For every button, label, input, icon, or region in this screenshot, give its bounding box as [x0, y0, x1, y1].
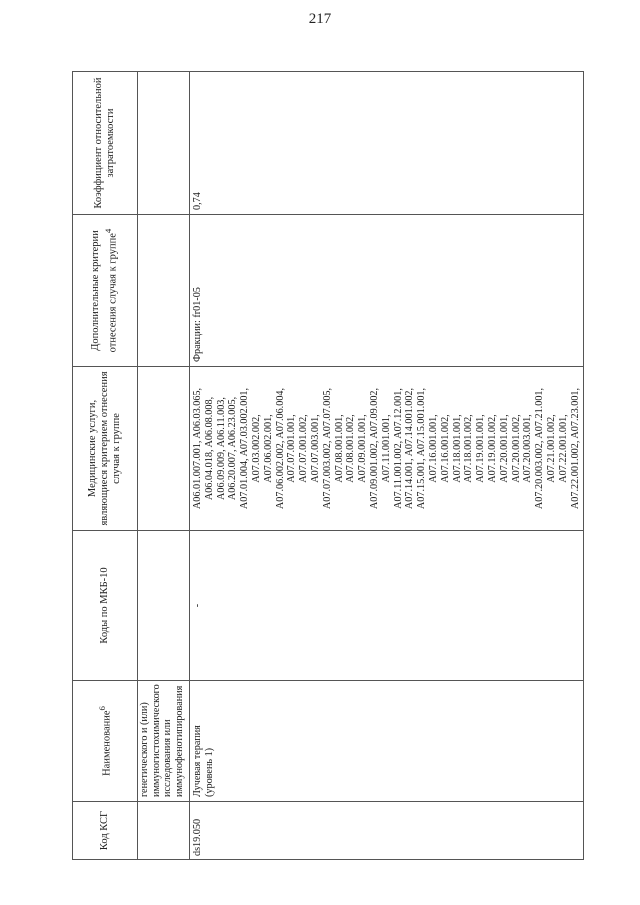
page-number: 217: [308, 11, 332, 27]
header-code: Код КСГ: [73, 802, 138, 860]
service-line: A07.19.001.001,: [475, 414, 487, 483]
continuation-line: иммунофенотипирования: [173, 685, 185, 797]
service-line: A07.16.001.002,: [439, 414, 451, 483]
cell-criteria-empty: [138, 215, 190, 367]
header-services: Медицинские услуги, являющиеся критерием отнесения случая к группе: [73, 367, 138, 531]
continuation-line: исследования или: [162, 719, 173, 797]
cell-services: [190, 367, 584, 531]
cell-coefficient-empty: [138, 72, 190, 215]
service-line: A07.08.001.001,: [333, 414, 345, 483]
header-criteria-text: Дополнительные критерии отнесения случая к группе: [90, 230, 119, 353]
service-line: A07.09.001.002, A07.09.002,: [368, 387, 380, 510]
cell-coefficient: 0,74: [190, 72, 584, 215]
service-line: A06.09.009, A06.11.003,: [215, 397, 227, 500]
service-line: A07.20.003.002, A07.21.001,: [534, 387, 546, 510]
service-line: A07.07.001.002,: [298, 414, 310, 483]
service-line: A07.07.003.002, A07.07.005,: [321, 387, 333, 510]
service-line: A07.20.001.001,: [498, 414, 510, 483]
service-line: A07.06.002.002, A07.06.004,: [274, 387, 286, 510]
cell-criteria: Фракции: fr01-05: [190, 215, 584, 367]
ksg-table: [72, 71, 584, 860]
service-line: A07.07.003.001,: [309, 414, 321, 483]
header-coefficient: Коэффициент относительной затратоемкости: [73, 72, 138, 215]
service-line: A07.01.004, A07.03.002.001,: [239, 387, 251, 510]
continuation-line: иммуногистохимического: [150, 684, 162, 797]
header-name: [73, 681, 138, 802]
service-line: A06.04.018, A06.08.008,: [203, 396, 215, 501]
service-line: A07.09.001.001,: [357, 414, 369, 483]
service-line: A07.18.001.002,: [463, 414, 475, 483]
header-mkb: Коды по МКБ-10: [73, 531, 138, 681]
cell-name-continuation: [138, 681, 190, 802]
service-line: A06.01.007.001, A06.03.065,: [192, 387, 203, 510]
header-name-footnote: 6: [97, 706, 108, 711]
cell-mkb: -: [190, 531, 584, 681]
service-line: A07.18.001.001,: [451, 414, 463, 483]
cell-code: ds19.050: [190, 802, 584, 860]
service-line: A07.19.001.002,: [486, 414, 498, 483]
cell-mkb-empty: [138, 531, 190, 681]
service-line: A07.14.001, A07.14.001.002,: [404, 387, 416, 510]
service-line: A07.22.001.002, A07.23.001,: [569, 387, 581, 510]
continuation-line: генетического и (или): [139, 702, 150, 797]
service-line: A07.07.001.001,: [286, 414, 298, 483]
service-line: A07.20.003.001,: [522, 414, 534, 483]
table-row: [190, 72, 584, 860]
service-line: A07.22.001.001,: [557, 414, 569, 483]
table-header-row: [73, 72, 138, 860]
service-line: A07.06.002.001,: [262, 414, 274, 483]
service-line: A07.21.001.002,: [545, 414, 557, 483]
cell-code-empty: [138, 802, 190, 860]
cell-name: Лучевая терапия (уровень 1): [190, 681, 584, 802]
service-line: A07.20.001.002,: [510, 414, 522, 483]
service-line: A07.08.001.002,: [345, 414, 357, 483]
service-line: A07.03.002.002,: [250, 414, 262, 483]
header-criteria-footnote: 4: [103, 228, 114, 234]
header-criteria: [73, 215, 138, 367]
service-line: A07.16.001.001,: [427, 414, 439, 483]
service-line: A06.20.007, A06.23.005,: [227, 396, 239, 501]
rotated-table-container: [72, 72, 581, 860]
cell-services-empty: [138, 367, 190, 531]
table-row-continuation: [138, 72, 190, 860]
service-line: A07.15.001, A07.15.001.001,: [416, 387, 428, 510]
service-line: A07.11.001.002, A07.12.001,: [392, 388, 404, 509]
header-name-text: Наименование: [101, 710, 113, 776]
service-line: A07.11.001.001,: [380, 414, 392, 483]
